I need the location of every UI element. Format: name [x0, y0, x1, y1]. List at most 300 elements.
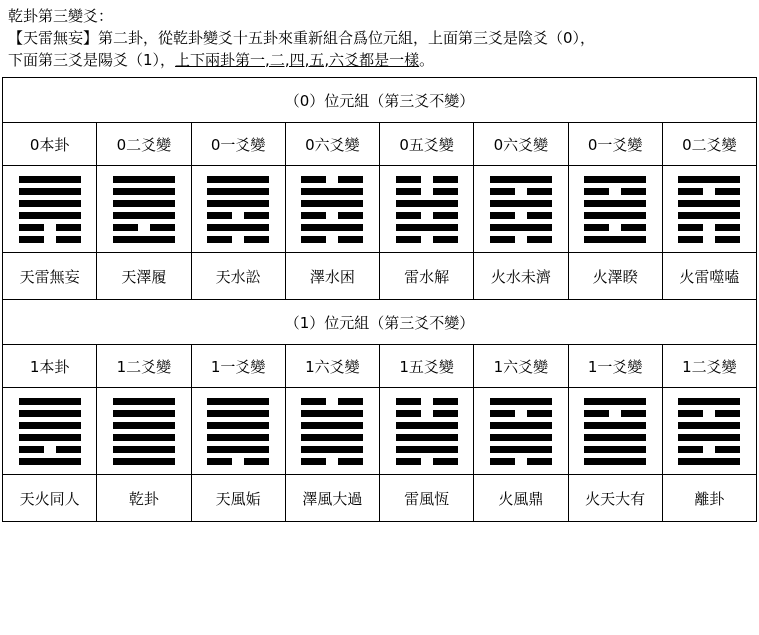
yang-line — [301, 446, 363, 453]
group-1-hexagram-row — [3, 388, 757, 475]
yin-line — [396, 188, 458, 195]
yin-gap — [421, 458, 433, 465]
hexagram-name: 雷水解 — [380, 253, 474, 300]
hexagram-name: 火水未濟 — [474, 253, 568, 300]
yang-line — [207, 176, 269, 183]
yang-bar — [490, 224, 552, 231]
yin-line — [584, 188, 646, 195]
yang-bar — [19, 434, 81, 441]
hexagram-cell — [97, 388, 191, 475]
hexagram-figure — [663, 172, 756, 246]
yang-line — [113, 458, 175, 465]
yang-line — [301, 224, 363, 231]
yin-line — [584, 224, 646, 231]
hexagram-figure — [192, 394, 285, 468]
yang-line — [678, 422, 740, 429]
yin-bar-left — [207, 212, 232, 219]
yang-line — [113, 434, 175, 441]
yang-line — [301, 434, 363, 441]
yin-line — [19, 236, 81, 243]
yin-bar-right — [244, 458, 269, 465]
yang-line — [584, 212, 646, 219]
yin-bar-left — [584, 224, 609, 231]
yin-bar-left — [207, 458, 232, 465]
variation-label: 1二爻變 — [662, 345, 756, 388]
yang-bar — [301, 188, 363, 195]
yin-line — [490, 458, 552, 465]
yang-line — [396, 224, 458, 231]
yin-bar-right — [338, 212, 363, 219]
intro-line-2: 【天雷無妄】第二卦，從乾卦變爻十五卦來重新組合爲位元組，上面第三爻是陰爻（0）， — [8, 28, 596, 47]
yin-bar-right — [244, 236, 269, 243]
yin-bar-left — [301, 398, 326, 405]
yin-gap — [326, 458, 338, 465]
yang-bar — [113, 176, 175, 183]
group-1-header-row — [3, 300, 757, 345]
yin-line — [678, 236, 740, 243]
yin-bar-left — [396, 176, 421, 183]
yin-line — [396, 398, 458, 405]
yin-bar-right — [433, 458, 458, 465]
yin-bar-right — [433, 176, 458, 183]
yin-gap — [703, 224, 715, 231]
hexagram-name: 火雷噬嗑 — [662, 253, 756, 300]
yin-line — [490, 212, 552, 219]
yin-bar-left — [678, 188, 703, 195]
yang-line — [113, 176, 175, 183]
intro-line-1: 乾卦第三變爻： — [8, 7, 114, 25]
yin-line — [678, 446, 740, 453]
hexagram-cell — [285, 166, 379, 253]
group-header: （0）位元組（第三爻不變） — [3, 78, 757, 123]
yin-line — [396, 410, 458, 417]
yin-bar-left — [584, 410, 609, 417]
yang-line — [207, 200, 269, 207]
hexagram-figure — [97, 394, 190, 468]
yin-bar-left — [301, 176, 326, 183]
yang-bar — [207, 446, 269, 453]
yang-bar — [19, 176, 81, 183]
hexagram-cell — [662, 388, 756, 475]
yin-gap — [232, 236, 244, 243]
yin-gap — [326, 236, 338, 243]
yang-line — [301, 422, 363, 429]
yang-bar — [678, 434, 740, 441]
yang-bar — [113, 458, 175, 465]
yang-line — [490, 200, 552, 207]
hexagram-figure — [474, 394, 567, 468]
hexagram-table — [2, 77, 757, 522]
yang-line — [207, 188, 269, 195]
yang-line — [113, 410, 175, 417]
yin-gap — [421, 398, 433, 405]
yang-bar — [301, 434, 363, 441]
yin-gap — [421, 188, 433, 195]
hexagram-figure — [3, 394, 96, 468]
variation-label: 0一爻變 — [191, 123, 285, 166]
yin-line — [490, 410, 552, 417]
hexagram-cell — [380, 166, 474, 253]
yin-bar-right — [715, 188, 740, 195]
yang-bar — [19, 422, 81, 429]
yin-line — [396, 458, 458, 465]
yin-gap — [138, 224, 150, 231]
intro-line-3 — [8, 50, 751, 72]
yang-bar — [113, 422, 175, 429]
hexagram-cell — [568, 388, 662, 475]
yin-bar-right — [715, 410, 740, 417]
yin-gap — [703, 446, 715, 453]
yin-line — [207, 458, 269, 465]
yin-bar-right — [527, 212, 552, 219]
yin-gap — [703, 188, 715, 195]
intro-line-3-part2: 。 — [419, 50, 435, 69]
hexagram-cell — [474, 388, 568, 475]
yin-line — [113, 224, 175, 231]
variation-label: 1六爻變 — [285, 345, 379, 388]
yang-line — [301, 410, 363, 417]
yin-gap — [515, 410, 527, 417]
variation-label: 0六爻變 — [285, 123, 379, 166]
yin-gap — [609, 188, 621, 195]
yang-bar — [584, 458, 646, 465]
yin-bar-left — [396, 188, 421, 195]
yin-bar-right — [56, 224, 81, 231]
yang-line — [207, 434, 269, 441]
yang-bar — [301, 410, 363, 417]
hexagram-figure — [569, 172, 662, 246]
variation-label: 0二爻變 — [662, 123, 756, 166]
hexagram-name: 乾卦 — [97, 475, 191, 522]
intro-line-3-part1: 下面第三爻是陽爻（1）， — [8, 50, 176, 69]
yin-bar-right — [150, 224, 175, 231]
yang-bar — [678, 200, 740, 207]
yang-bar — [113, 398, 175, 405]
yang-line — [396, 422, 458, 429]
yang-line — [113, 212, 175, 219]
yin-gap — [421, 212, 433, 219]
yang-line — [490, 398, 552, 405]
yin-gap — [421, 410, 433, 417]
yang-bar — [113, 212, 175, 219]
yin-bar-right — [433, 410, 458, 417]
hexagram-name: 火風鼎 — [474, 475, 568, 522]
hexagram-figure — [474, 172, 567, 246]
yin-bar-left — [19, 446, 44, 453]
yin-bar-right — [527, 458, 552, 465]
yin-bar-left — [19, 224, 44, 231]
yin-bar-left — [678, 446, 703, 453]
yin-gap — [703, 410, 715, 417]
yang-line — [396, 446, 458, 453]
yin-bar-left — [490, 188, 515, 195]
yin-line — [19, 446, 81, 453]
yang-line — [301, 200, 363, 207]
yin-line — [396, 176, 458, 183]
yang-bar — [396, 446, 458, 453]
group-1-name-row — [3, 475, 757, 522]
yang-bar — [584, 446, 646, 453]
hexagram-name: 火天大有 — [568, 475, 662, 522]
yang-line — [678, 458, 740, 465]
yang-line — [396, 434, 458, 441]
yin-line — [678, 410, 740, 417]
yang-line — [19, 176, 81, 183]
yin-bar-right — [433, 188, 458, 195]
yang-bar — [584, 200, 646, 207]
yang-bar — [490, 422, 552, 429]
hexagram-cell — [474, 166, 568, 253]
yang-bar — [207, 398, 269, 405]
yin-gap — [44, 224, 56, 231]
yang-bar — [678, 176, 740, 183]
yin-bar-right — [244, 212, 269, 219]
group-1-label-row — [3, 345, 757, 388]
yin-bar-right — [527, 188, 552, 195]
yang-bar — [113, 200, 175, 207]
hexagram-cell — [662, 166, 756, 253]
yang-bar — [113, 236, 175, 243]
variation-label: 0二爻變 — [97, 123, 191, 166]
hexagram-name: 澤風大過 — [285, 475, 379, 522]
yin-line — [301, 458, 363, 465]
yang-bar — [113, 410, 175, 417]
yin-bar-left — [584, 188, 609, 195]
yang-line — [584, 422, 646, 429]
yin-gap — [232, 212, 244, 219]
yin-line — [678, 224, 740, 231]
yang-bar — [584, 176, 646, 183]
yang-bar — [19, 410, 81, 417]
yang-bar — [301, 422, 363, 429]
yin-bar-right — [527, 410, 552, 417]
variation-label: 0一爻變 — [568, 123, 662, 166]
yin-line — [678, 188, 740, 195]
yang-bar — [113, 446, 175, 453]
yang-line — [207, 446, 269, 453]
yin-gap — [515, 188, 527, 195]
hexagram-cell — [380, 388, 474, 475]
yin-bar-right — [715, 446, 740, 453]
yin-bar-right — [433, 236, 458, 243]
yin-bar-left — [396, 398, 421, 405]
yin-line — [301, 236, 363, 243]
yin-bar-right — [433, 398, 458, 405]
variation-label: 0本卦 — [3, 123, 97, 166]
yang-line — [19, 422, 81, 429]
yin-line — [19, 224, 81, 231]
yang-bar — [301, 224, 363, 231]
yang-bar — [678, 422, 740, 429]
yang-line — [19, 434, 81, 441]
hexagram-name: 雷風恆 — [380, 475, 474, 522]
hexagram-name: 火澤睽 — [568, 253, 662, 300]
variation-label: 1本卦 — [3, 345, 97, 388]
variation-label: 1一爻變 — [191, 345, 285, 388]
yin-gap — [515, 458, 527, 465]
yang-line — [113, 200, 175, 207]
hexagram-cell — [191, 388, 285, 475]
variation-label: 1六爻變 — [474, 345, 568, 388]
yang-line — [584, 446, 646, 453]
yin-bar-right — [621, 224, 646, 231]
group-header: （1）位元組（第三爻不變） — [3, 300, 757, 345]
yang-bar — [19, 212, 81, 219]
yin-line — [207, 212, 269, 219]
yang-line — [678, 212, 740, 219]
yang-bar — [19, 458, 81, 465]
yin-gap — [703, 236, 715, 243]
yang-bar — [207, 434, 269, 441]
yin-line — [490, 188, 552, 195]
hexagram-name: 天水訟 — [191, 253, 285, 300]
hexagram-figure — [97, 172, 190, 246]
yang-line — [113, 236, 175, 243]
yang-line — [207, 422, 269, 429]
yang-line — [207, 224, 269, 231]
yang-bar — [207, 410, 269, 417]
yang-bar — [584, 212, 646, 219]
yang-line — [207, 410, 269, 417]
yang-bar — [301, 200, 363, 207]
variation-label: 1五爻變 — [380, 345, 474, 388]
yin-bar-left — [396, 212, 421, 219]
variation-label: 0五爻變 — [380, 123, 474, 166]
group-0-label-row — [3, 123, 757, 166]
yang-line — [19, 188, 81, 195]
yin-gap — [421, 236, 433, 243]
yin-gap — [326, 212, 338, 219]
yin-gap — [515, 236, 527, 243]
yin-gap — [609, 224, 621, 231]
yang-bar — [396, 422, 458, 429]
yang-line — [19, 410, 81, 417]
yang-line — [113, 398, 175, 405]
yang-line — [396, 200, 458, 207]
yang-line — [207, 398, 269, 405]
yang-line — [490, 176, 552, 183]
yin-gap — [421, 176, 433, 183]
hexagram-figure — [3, 172, 96, 246]
yin-bar-left — [207, 236, 232, 243]
yang-line — [490, 422, 552, 429]
yin-line — [584, 410, 646, 417]
yin-bar-right — [338, 236, 363, 243]
yang-line — [113, 188, 175, 195]
hexagram-name: 天澤履 — [97, 253, 191, 300]
yang-line — [678, 176, 740, 183]
yang-bar — [678, 458, 740, 465]
hexagram-cell — [3, 388, 97, 475]
yang-bar — [490, 200, 552, 207]
yang-bar — [396, 434, 458, 441]
yang-bar — [490, 398, 552, 405]
yang-line — [301, 188, 363, 195]
yang-bar — [113, 188, 175, 195]
yin-bar-right — [621, 410, 646, 417]
intro-line-3-underline: 上下兩卦第一,二,四,五,六爻都是一樣 — [175, 50, 420, 69]
yang-line — [584, 176, 646, 183]
yin-bar-left — [19, 236, 44, 243]
yin-bar-right — [527, 236, 552, 243]
yang-bar — [207, 422, 269, 429]
yang-line — [19, 200, 81, 207]
yang-line — [19, 398, 81, 405]
yang-bar — [678, 398, 740, 405]
yang-bar — [490, 446, 552, 453]
hexagram-figure — [569, 394, 662, 468]
yin-bar-left — [396, 458, 421, 465]
yin-line — [301, 398, 363, 405]
hexagram-figure — [286, 172, 379, 246]
yang-bar — [19, 188, 81, 195]
hexagram-cell — [191, 166, 285, 253]
yin-bar-left — [490, 212, 515, 219]
hexagram-figure — [192, 172, 285, 246]
yang-line — [113, 446, 175, 453]
yin-bar-right — [56, 446, 81, 453]
hexagram-figure — [663, 394, 756, 468]
table-body — [3, 78, 757, 522]
yang-bar — [19, 398, 81, 405]
yin-bar-right — [621, 188, 646, 195]
yin-bar-left — [396, 236, 421, 243]
yin-bar-right — [338, 398, 363, 405]
yin-line — [490, 236, 552, 243]
yin-bar-left — [490, 458, 515, 465]
yin-bar-right — [338, 176, 363, 183]
yang-bar — [584, 236, 646, 243]
yang-bar — [207, 200, 269, 207]
group-0-hexagram-row — [3, 166, 757, 253]
yang-line — [584, 236, 646, 243]
yin-bar-left — [396, 410, 421, 417]
yang-bar — [584, 422, 646, 429]
yin-gap — [515, 212, 527, 219]
hexagram-figure — [380, 172, 473, 246]
yin-line — [396, 212, 458, 219]
yin-gap — [609, 410, 621, 417]
yin-bar-right — [715, 236, 740, 243]
hexagram-figure — [380, 394, 473, 468]
yang-line — [19, 212, 81, 219]
yin-bar-left — [301, 236, 326, 243]
yin-bar-left — [301, 212, 326, 219]
yin-line — [396, 236, 458, 243]
yang-line — [19, 458, 81, 465]
variation-label: 0六爻變 — [474, 123, 568, 166]
yang-bar — [678, 212, 740, 219]
yang-bar — [207, 188, 269, 195]
group-0-header-row — [3, 78, 757, 123]
yin-bar-left — [301, 458, 326, 465]
yang-bar — [19, 200, 81, 207]
yang-bar — [396, 200, 458, 207]
yang-bar — [396, 224, 458, 231]
hexagram-cell — [285, 388, 379, 475]
yin-bar-right — [338, 458, 363, 465]
yang-bar — [301, 446, 363, 453]
yang-line — [678, 200, 740, 207]
yang-line — [490, 434, 552, 441]
hexagram-cell — [3, 166, 97, 253]
hexagram-name: 澤水困 — [285, 253, 379, 300]
group-0-name-row — [3, 253, 757, 300]
yin-gap — [44, 446, 56, 453]
yin-gap — [44, 236, 56, 243]
yang-bar — [584, 434, 646, 441]
hexagram-name: 天火同人 — [3, 475, 97, 522]
